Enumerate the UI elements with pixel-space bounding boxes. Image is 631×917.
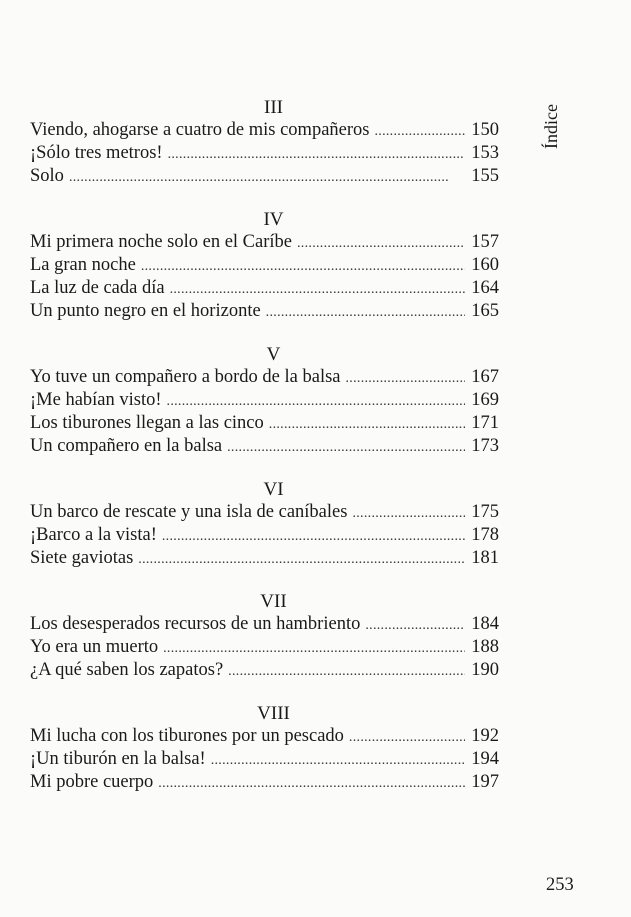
toc-entry[interactable] bbox=[30, 659, 499, 682]
entry-title: Viendo, ahogarse a cuatro de mis compañeros bbox=[30, 120, 370, 140]
entry-page-number: 171 bbox=[471, 413, 499, 433]
entry-page-number: 165 bbox=[471, 301, 499, 321]
toc-entry[interactable] bbox=[30, 412, 499, 435]
toc-entry[interactable] bbox=[30, 524, 499, 547]
entry-page-number: 178 bbox=[471, 525, 499, 545]
entry-page-number: 184 bbox=[471, 614, 499, 634]
entry-page-number: 157 bbox=[471, 232, 499, 252]
toc-entry[interactable] bbox=[30, 435, 499, 458]
entry-page-number: 155 bbox=[471, 166, 499, 186]
entry-title: ¡Sólo tres metros! bbox=[30, 143, 163, 163]
entry-page-number: 181 bbox=[471, 548, 499, 568]
toc-entry[interactable] bbox=[30, 231, 499, 254]
entry-page-number: 164 bbox=[471, 278, 499, 298]
entry-title: Solo bbox=[30, 166, 64, 186]
toc-entry[interactable] bbox=[30, 300, 499, 323]
entry-title: Yo tuve un compañero a bordo de la balsa bbox=[30, 367, 341, 387]
entry-title: La luz de cada día bbox=[30, 278, 165, 298]
section-numeral: VII bbox=[260, 591, 287, 612]
entry-page-number: 192 bbox=[471, 726, 499, 746]
entry-title: Los desesperados recursos de un hambriento bbox=[30, 614, 361, 634]
entry-title: Mi primera noche solo en el Caríbe bbox=[30, 232, 292, 252]
toc-entry[interactable] bbox=[30, 165, 499, 188]
entry-page-number: 169 bbox=[471, 390, 499, 410]
dot-leader bbox=[374, 120, 465, 143]
dot-leader bbox=[167, 390, 465, 413]
toc-entry[interactable] bbox=[30, 142, 499, 165]
toc-entry[interactable] bbox=[30, 748, 499, 771]
entry-page-number: 167 bbox=[471, 367, 499, 387]
toc-entry[interactable] bbox=[30, 771, 499, 794]
dot-leader bbox=[228, 660, 465, 683]
entry-title: Los tiburones llegan a las cinco bbox=[30, 413, 264, 433]
toc-entry[interactable] bbox=[30, 501, 499, 524]
entry-page-number: 153 bbox=[471, 143, 499, 163]
section-numeral: VI bbox=[263, 479, 284, 500]
dot-leader bbox=[269, 413, 465, 436]
entry-page-number: 197 bbox=[471, 772, 499, 792]
entry-title: Un compañero en la balsa bbox=[30, 436, 223, 456]
toc-section bbox=[30, 591, 499, 682]
toc-entry[interactable] bbox=[30, 636, 499, 659]
entry-page-number: 150 bbox=[471, 120, 499, 140]
dot-leader bbox=[170, 278, 465, 301]
entry-page-number: 194 bbox=[471, 749, 499, 769]
entry-title: ¿A qué saben los zapatos? bbox=[30, 660, 224, 680]
section-numeral: IV bbox=[263, 209, 284, 230]
entry-title: Un barco de rescate y una isla de caníbales bbox=[30, 502, 348, 522]
section-numeral: III bbox=[264, 97, 283, 118]
entry-page-number: 160 bbox=[471, 255, 499, 275]
toc-entry[interactable] bbox=[30, 119, 499, 142]
dot-leader bbox=[141, 255, 465, 278]
toc-section bbox=[30, 703, 499, 794]
entry-title: La gran noche bbox=[30, 255, 136, 275]
toc-entry[interactable] bbox=[30, 254, 499, 277]
toc-entry[interactable] bbox=[30, 366, 499, 389]
toc-section bbox=[30, 209, 499, 323]
dot-leader bbox=[158, 772, 465, 795]
toc-entry[interactable] bbox=[30, 277, 499, 300]
dot-leader bbox=[297, 232, 465, 255]
toc-section bbox=[30, 97, 499, 188]
table-of-contents bbox=[30, 97, 499, 794]
toc-entry[interactable] bbox=[30, 547, 499, 570]
dot-leader bbox=[168, 143, 465, 166]
running-head-index: Índice bbox=[541, 104, 561, 149]
entry-page-number: 188 bbox=[471, 637, 499, 657]
dot-leader bbox=[227, 436, 465, 459]
entry-title: Yo era un muerto bbox=[30, 637, 159, 657]
dot-leader bbox=[352, 502, 465, 525]
dot-leader bbox=[69, 166, 465, 189]
dot-leader bbox=[211, 749, 465, 772]
section-numeral: VIII bbox=[257, 703, 290, 724]
dot-leader bbox=[138, 548, 465, 571]
dot-leader bbox=[163, 637, 465, 660]
toc-entry[interactable] bbox=[30, 725, 499, 748]
entry-title: Un punto negro en el horizonte bbox=[30, 301, 261, 321]
entry-title: ¡Un tiburón en la balsa! bbox=[30, 749, 206, 769]
dot-leader bbox=[346, 367, 466, 390]
entry-page-number: 173 bbox=[471, 436, 499, 456]
entry-title: ¡Barco a la vista! bbox=[30, 525, 157, 545]
dot-leader bbox=[365, 614, 465, 637]
entry-page-number: 190 bbox=[471, 660, 499, 680]
entry-title: Mi lucha con los tiburones por un pescado bbox=[30, 726, 344, 746]
toc-section bbox=[30, 344, 499, 458]
entry-title: Mi pobre cuerpo bbox=[30, 772, 154, 792]
toc-entry[interactable] bbox=[30, 389, 499, 412]
entry-title: Siete gaviotas bbox=[30, 548, 134, 568]
dot-leader bbox=[162, 525, 465, 548]
dot-leader bbox=[349, 726, 465, 749]
page-number: 253 bbox=[546, 875, 574, 895]
toc-section bbox=[30, 479, 499, 570]
section-numeral: V bbox=[266, 344, 281, 365]
entry-page-number: 175 bbox=[471, 502, 499, 522]
toc-entry[interactable] bbox=[30, 613, 499, 636]
entry-title: ¡Me habían visto! bbox=[30, 390, 162, 410]
dot-leader bbox=[266, 301, 465, 324]
